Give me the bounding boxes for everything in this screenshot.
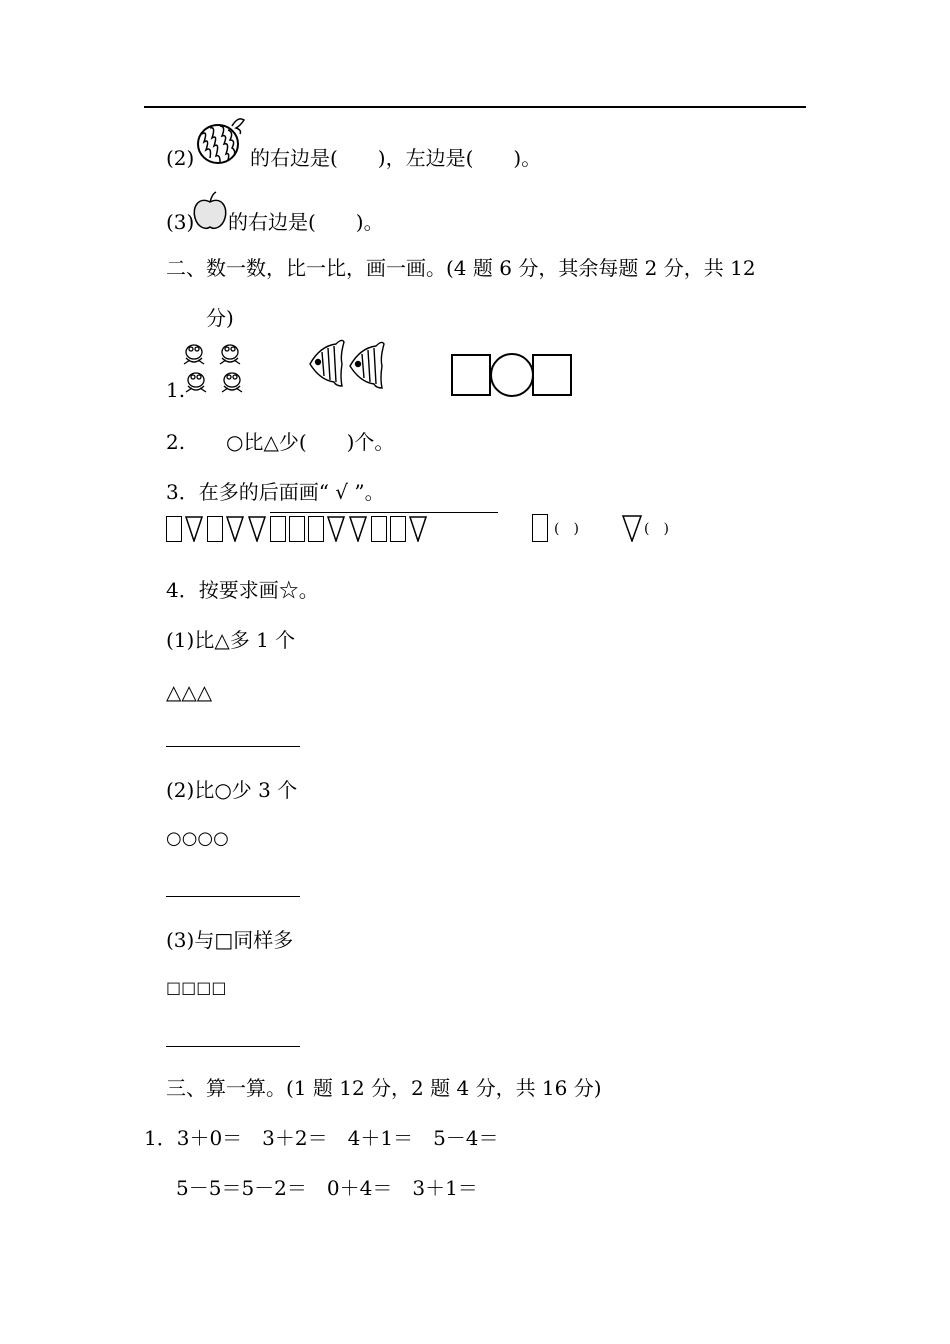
shape-top-rule	[270, 512, 498, 513]
item4-text: 4．按要求画☆。	[166, 578, 319, 602]
shape-sequence	[166, 512, 431, 542]
item3-text: 3．在多的后面画“ √ ”。	[166, 480, 385, 504]
square-shape	[308, 516, 324, 542]
triangle-shape	[409, 516, 427, 542]
item4-sub3-label: (3)与□同样多	[166, 928, 294, 952]
square-shape	[371, 516, 387, 542]
section3-line2: 5－5＝5－2＝ 0＋4＝ 3＋1＝	[176, 1176, 478, 1200]
item4-sub2-answer-line[interactable]	[166, 896, 300, 897]
section2-title: 二、数一数，比一比，画一画。(4 题 6 分，其余每题 2 分，共 12	[166, 256, 756, 280]
triangle-shape	[327, 516, 345, 542]
item4-sub3-answer-line[interactable]	[166, 1046, 300, 1047]
q3-text: 的右边是( )。	[228, 210, 384, 234]
item4-sub3-shapes: □□□□	[166, 978, 227, 997]
fish-icon	[306, 336, 390, 394]
item4-sub1-label: (1)比△多 1 个	[166, 628, 296, 652]
section2-title-cont: 分)	[206, 306, 234, 330]
triangle-answer-paren[interactable]: ( )	[644, 521, 669, 537]
q2-text: 的右边是( )，左边是( )。	[250, 146, 542, 170]
square-circle-square-shapes	[450, 353, 576, 399]
item4-sub1-answer-line[interactable]	[166, 746, 300, 747]
q3-prefix: (3)	[166, 210, 195, 234]
frogs-icon	[180, 340, 250, 398]
section3-line1: 1．3＋0＝ 3＋2＝ 4＋1＝ 5－4＝	[144, 1126, 499, 1150]
apple-icon	[192, 190, 228, 232]
item4-sub2-shapes: ○○○○	[166, 828, 229, 849]
item4-sub1-shapes: △△△	[166, 680, 213, 704]
item1-number: 1.	[166, 378, 186, 402]
square-shape	[289, 516, 305, 542]
watermelon-icon	[196, 112, 248, 166]
square-shape	[166, 516, 182, 542]
square-shape	[390, 516, 406, 542]
square-answer-paren[interactable]: ( )	[554, 521, 579, 537]
square-answer-shape	[532, 514, 548, 542]
square-shape	[207, 516, 223, 542]
square-shape	[270, 516, 286, 542]
triangle-shape	[349, 516, 367, 542]
triangle-shape	[185, 516, 203, 542]
item2-text: ○比△少( )个。	[226, 430, 395, 454]
q2-prefix: (2)	[166, 146, 195, 170]
item4-sub2-label: (2)比○少 3 个	[166, 778, 298, 802]
header-rule	[144, 106, 806, 108]
triangle-answer-shape	[622, 514, 642, 542]
section3-title: 三、算一算。(1 题 12 分，2 题 4 分，共 16 分)	[166, 1076, 602, 1100]
triangle-shape	[226, 516, 244, 542]
triangle-shape	[248, 516, 266, 542]
item2-number: 2.	[166, 430, 186, 454]
